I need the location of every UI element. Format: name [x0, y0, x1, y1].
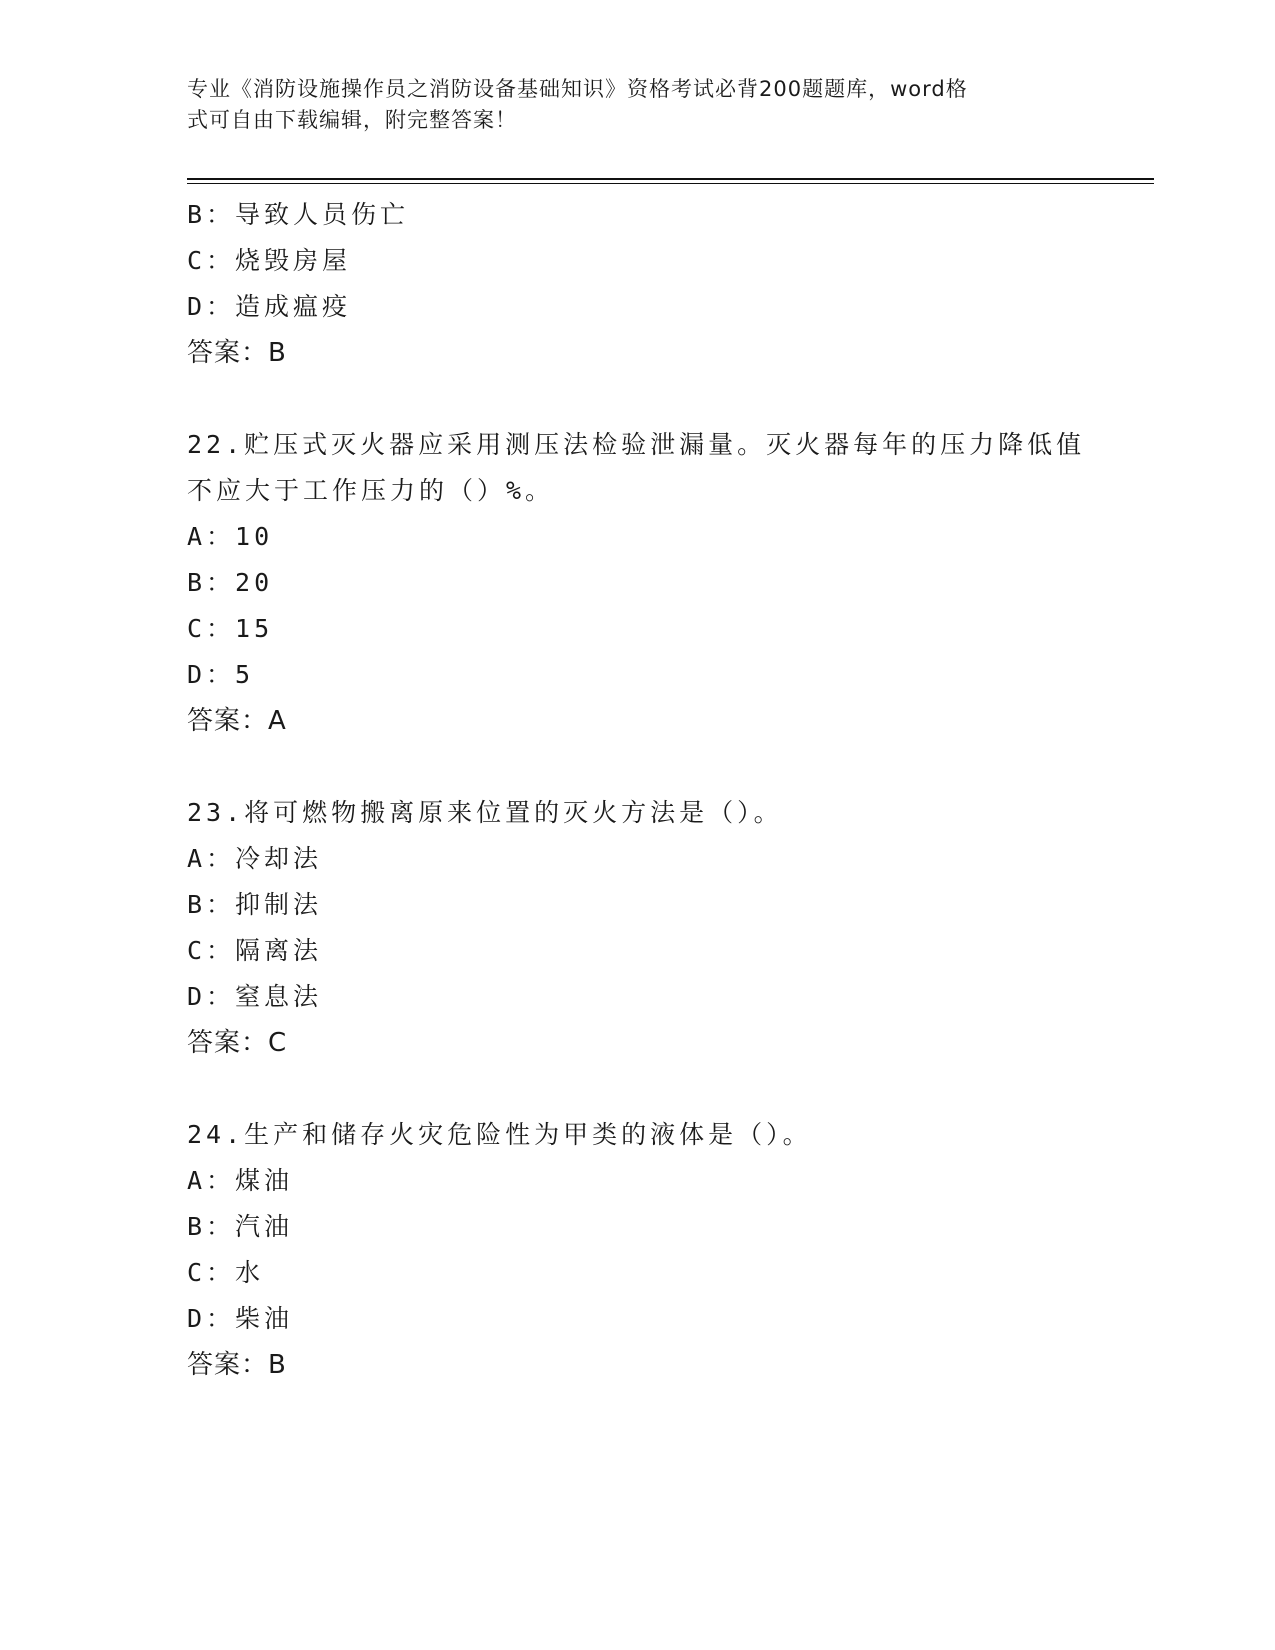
answer: 答案：B	[187, 1350, 287, 1380]
question-list	[187, 192, 1087, 1388]
header-line-1: 专业《消防设施操作员之消防设备基础知识》资格考试必背200题题库，word格	[187, 77, 968, 101]
option-b: B：抑制法	[187, 890, 323, 919]
option-c: C：15	[187, 614, 274, 643]
question-stem-line-1: 23.将可燃物搬离原来位置的灭火方法是（）。	[187, 798, 783, 827]
header-line-2: 式可自由下载编辑，附完整答案！	[187, 108, 517, 132]
option-d: D：窒息法	[187, 982, 323, 1011]
option-c: C：烧毁房屋	[187, 246, 352, 275]
header-divider-thin	[187, 183, 1154, 184]
answer: 答案：B	[187, 338, 287, 368]
question-stem-line-2: 不应大于工作压力的（）%。	[187, 476, 555, 505]
option-d: D：柴油	[187, 1304, 294, 1333]
option-b: B：20	[187, 568, 274, 597]
option-a: A：10	[187, 522, 274, 551]
option-a: A：煤油	[187, 1166, 294, 1195]
question-21-continued	[187, 192, 1087, 376]
option-b: B：汽油	[187, 1212, 294, 1241]
question-stem-line-1: 24.生产和储存火灾危险性为甲类的液体是（）。	[187, 1120, 812, 1149]
question-24	[187, 1112, 1087, 1388]
question-23	[187, 790, 1087, 1066]
document-header	[187, 74, 1067, 136]
option-c: C：水	[187, 1258, 265, 1287]
answer: 答案：A	[187, 706, 287, 736]
option-d: D：造成瘟疫	[187, 292, 352, 321]
question-stem-line-1: 22.贮压式灭火器应采用测压法检验泄漏量。灭火器每年的压力降低值	[187, 430, 1086, 459]
answer: 答案：C	[187, 1028, 288, 1058]
option-d: D：5	[187, 660, 255, 689]
header-divider-thick	[187, 178, 1154, 180]
question-22	[187, 422, 1087, 744]
option-b: B：导致人员伤亡	[187, 200, 410, 229]
option-a: A：冷却法	[187, 844, 323, 873]
option-c: C：隔离法	[187, 936, 323, 965]
